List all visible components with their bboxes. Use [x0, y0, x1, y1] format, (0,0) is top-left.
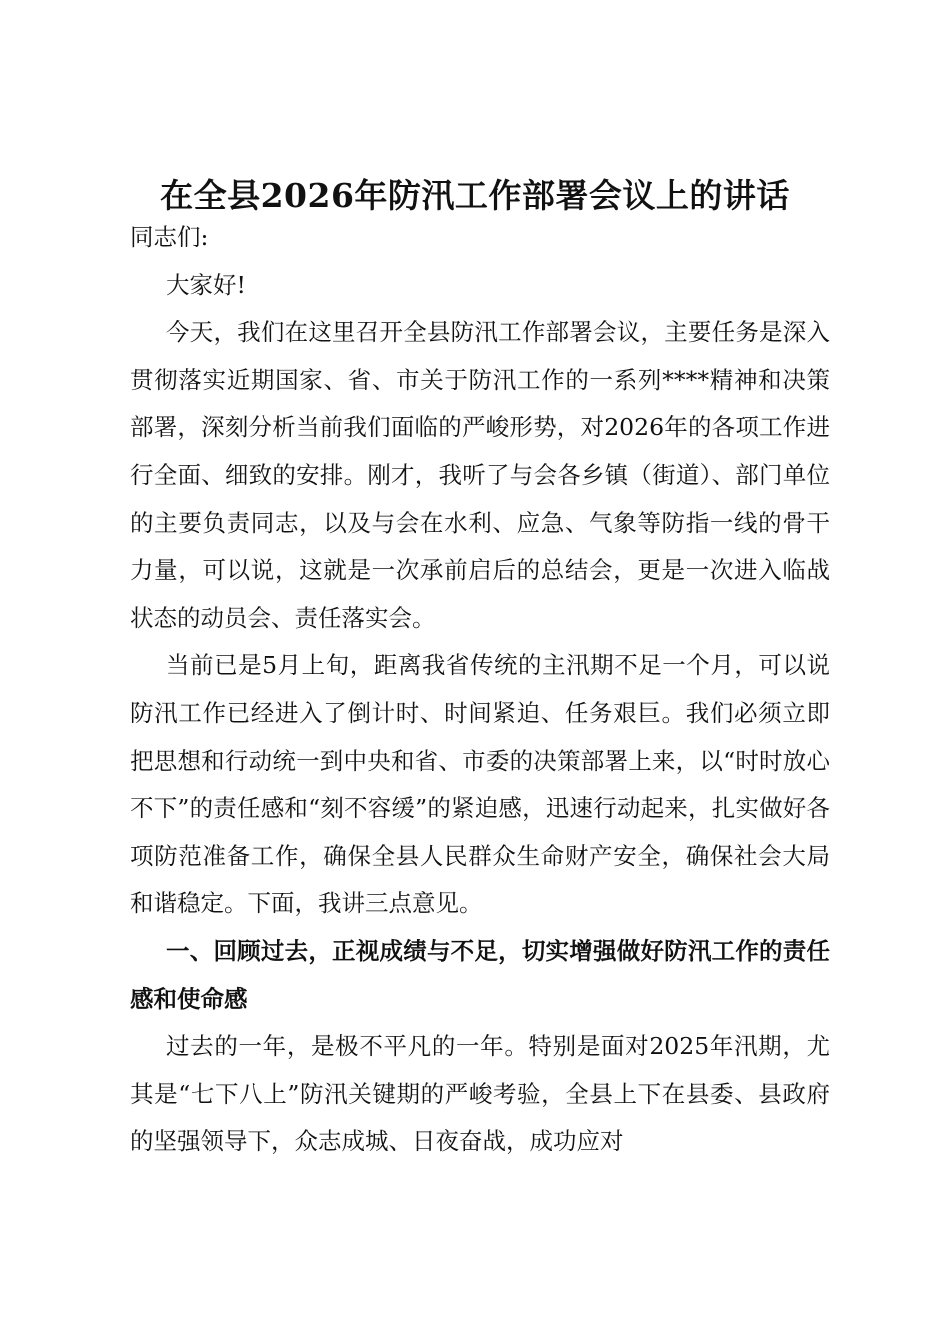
- paragraph-intro: 今天，我们在这里召开全县防汛工作部署会议，主要任务是深入贯彻落实近期国家、省、市关于防汛工作的一系列****精神和决策部署，深刻分析当前我们面临的严峻形势，对2026年的各项工作进行全面、细致的安排。刚才，我听了与会各乡镇（街道）、部门单位的主要负责同志，以及与会在水利、应急、气象等防指一线的骨干力量，可以说，这就是一次承前启后的总结会，更是一次进入临战状态的动员会、责任落实会。: [130, 318, 830, 632]
- paragraph-review: 过去的一年，是极不平凡的一年。特别是面对2025年汛期，尤其是“七下八上”防汛关键期的严峻考验，全县上下在县委、县政府的坚强领导下，众志成城、日夜奋战，成功应对: [130, 1032, 830, 1156]
- document-title: 在全县2026年防汛工作部署会议上的讲话: [160, 176, 790, 215]
- greeting: 大家好!: [166, 270, 246, 299]
- document-body: [130, 214, 830, 1166]
- paragraph-situation: 当前已是5月上旬，距离我省传统的主汛期不足一个月，可以说防汛工作已经进入了倒计时、时间紧迫、任务艰巨。我们必须立即把思想和行动统一到中央和省、市委的决策部署上来，以“时时放心不下”的责任感和“刻不容缓”的紧迫感，迅速行动起来，扎实做好各项防范准备工作，确保全县人民群众生命财产安全，确保社会大局和谐稳定。下面，我讲三点意见。: [130, 651, 830, 918]
- salutation: 同志们:: [130, 223, 209, 251]
- section-heading-1: 一、回顾过去，正视成绩与不足，切实增强做好防汛工作的责任感和使命感: [130, 936, 830, 1013]
